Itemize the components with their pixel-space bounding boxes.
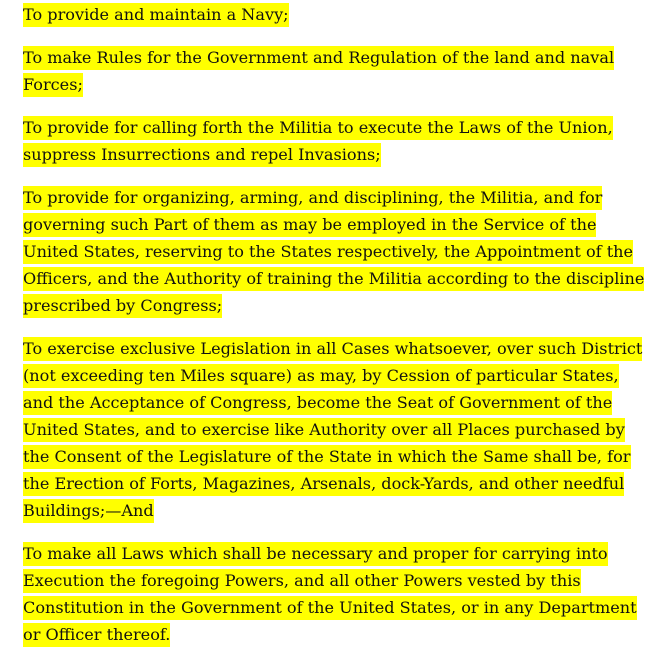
highlighted-text: To provide for organizing, arming, and disciplining, the Militia, and for governing such Part of them as may be employed in the Service of the United States, reserving to the States respectively, the Appointment of the Officers, and the Authority of training the Militia according to the discipline prescribed by Congress; (23, 186, 644, 318)
paragraph-navy (23, 1, 648, 28)
paragraph-organizing-militia (23, 184, 648, 319)
highlighted-text: To provide and maintain a Navy; (23, 3, 289, 27)
highlighted-text: To provide for calling forth the Militia to execute the Laws of the Union, suppress Insurrections and repel Invasions; (23, 116, 613, 167)
document-body (23, 1, 648, 664)
paragraph-exclusive-legislation (23, 335, 648, 524)
paragraph-necessary-proper (23, 540, 648, 648)
highlighted-text: To make Rules for the Government and Regulation of the land and naval Forces; (23, 46, 614, 97)
highlighted-text: To exercise exclusive Legislation in all Cases whatsoever, over such District (not exceeding ten Miles square) as may, by Cession of particular States, and the Acceptance of Congress, become the Seat of Government of the United States, and to exercise like Authority over all Places purchased by the Consent of the Legislature of the State in which the Same shall be, for the Erection of Forts, Magazines, Arsenals, dock-Yards, and other needful Buildings;—And (23, 337, 642, 523)
paragraph-rules-forces (23, 44, 648, 98)
highlighted-text: To make all Laws which shall be necessary and proper for carrying into Execution the foregoing Powers, and all other Powers vested by this Constitution in the Government of the United States, or in any Department or Officer thereof. (23, 542, 637, 647)
paragraph-calling-militia (23, 114, 648, 168)
